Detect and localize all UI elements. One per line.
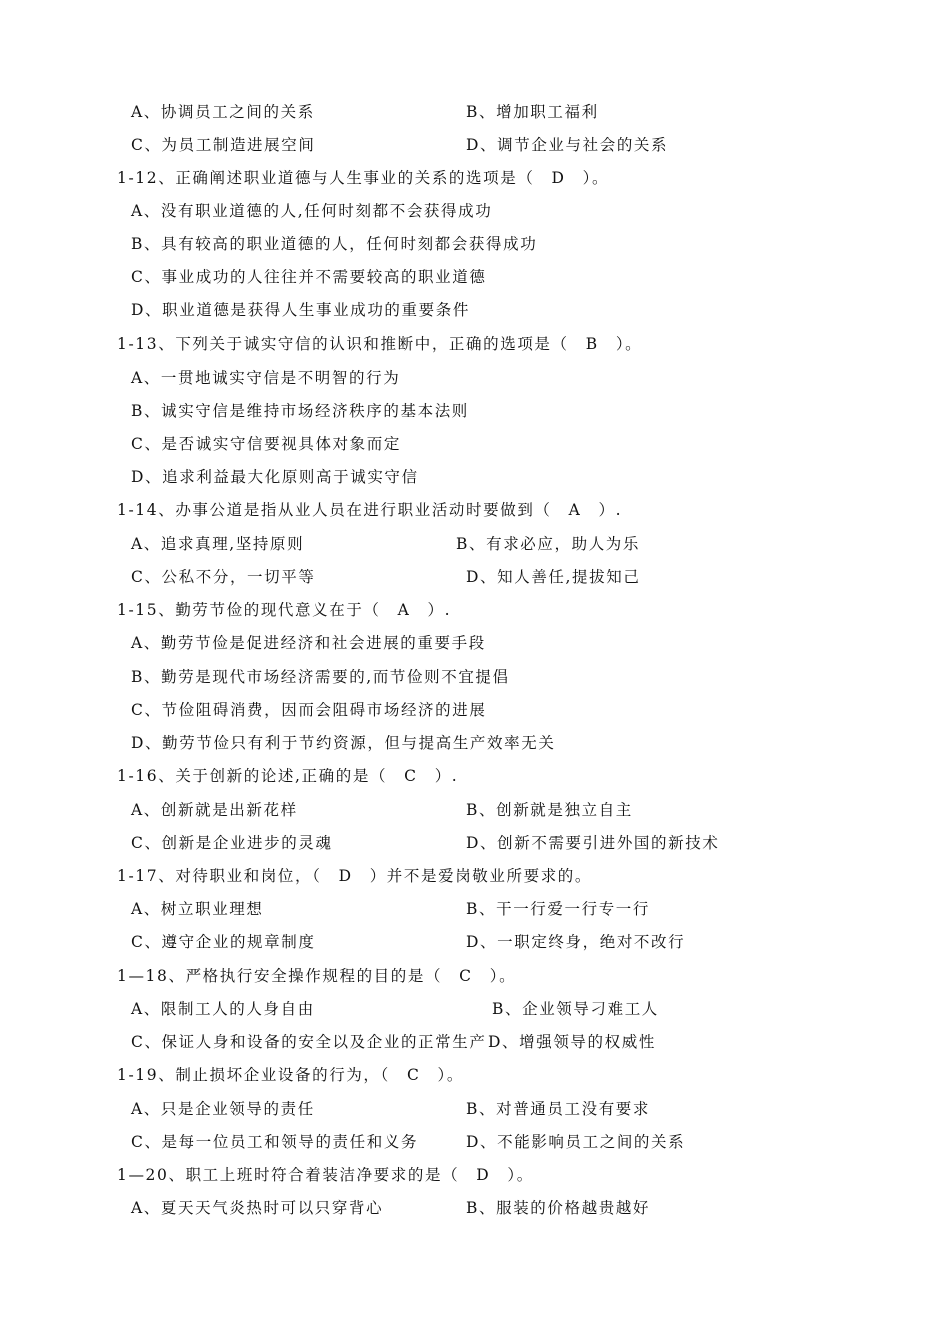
option-a: A、勤劳节俭是促进经济和社会进展的重要手段 — [131, 634, 486, 652]
option-d: D、创新不需要引进外国的新技术 — [466, 834, 720, 852]
option-c: C、创新是企业进步的灵魂 — [131, 834, 333, 852]
option-d: D、追求利益最大化原则高于诚实守信 — [131, 468, 419, 486]
option-c: C、是每一位员工和领导的责任和义务 — [131, 1133, 419, 1151]
question-1-15: 1-15、勤劳节俭的现代意义在于（ A ）. — [117, 601, 452, 619]
option-c: C、节俭阻碍消费，因而会阻碍市场经济的进展 — [131, 701, 487, 719]
option-d: D、知人善任,提拔知己 — [466, 568, 641, 586]
option-b: B、诚实守信是维持市场经济秩序的基本法则 — [131, 402, 469, 420]
option-a: A、协调员工之间的关系 — [131, 103, 315, 121]
option-b: B、服装的价格越贵越好 — [466, 1199, 650, 1217]
option-a: A、树立职业理想 — [131, 900, 264, 918]
option-d: D、增强领导的权威性 — [488, 1033, 656, 1051]
option-b: B、创新就是独立自主 — [466, 801, 633, 819]
option-d: D、调节企业与社会的关系 — [466, 136, 669, 154]
option-d: D、不能影响员工之间的关系 — [466, 1133, 686, 1151]
question-1-14: 1-14、办事公道是指从业人员在进行职业活动时要做到（ A ）. — [117, 501, 623, 519]
option-a: A、创新就是出新花样 — [131, 801, 298, 819]
option-b: B、具有较高的职业道德的人，任何时刻都会获得成功 — [131, 235, 538, 253]
option-a: A、没有职业道德的人,任何时刻都不会获得成功 — [131, 202, 493, 220]
option-a: A、夏天天气炎热时可以只穿背心 — [131, 1199, 384, 1217]
option-a: A、只是企业领导的责任 — [131, 1100, 315, 1118]
option-b: B、有求必应，助人为乐 — [456, 535, 640, 553]
option-b: B、勤劳是现代市场经济需要的,而节俭则不宜提倡 — [131, 668, 510, 686]
option-c: C、是否诚实守信要视具体对象而定 — [131, 435, 401, 453]
question-1-13: 1-13、下列关于诚实守信的认识和推断中，正确的选项是（ B ）。 — [117, 335, 643, 353]
option-c: C、事业成功的人往往并不需要较高的职业道德 — [131, 268, 487, 286]
question-1-18: 1—18、严格执行安全操作规程的目的是（ C ）。 — [117, 967, 517, 985]
option-d: D、一职定终身，绝对不改行 — [466, 933, 686, 951]
option-a: A、一贯地诚实守信是不明智的行为 — [131, 369, 401, 387]
option-a: A、追求真理,坚持原则 — [131, 535, 305, 553]
option-c: C、遵守企业的规章制度 — [131, 933, 316, 951]
option-c: C、公私不分，一切平等 — [131, 568, 316, 586]
option-a: A、限制工人的人身自由 — [131, 1000, 315, 1018]
option-b: B、干一行爱一行专一行 — [466, 900, 650, 918]
option-b: B、对普通员工没有要求 — [466, 1100, 650, 1118]
option-c: C、保证人身和设备的安全以及企业的正常生产 — [131, 1033, 487, 1051]
option-b: B、增加职工福利 — [466, 103, 599, 121]
question-1-19: 1-19、制止损坏企业设备的行为，（ C ）。 — [117, 1066, 464, 1084]
question-1-20: 1—20、职工上班时符合着装洁净要求的是（ D ）。 — [117, 1166, 534, 1184]
option-c: C、为员工制造进展空间 — [131, 136, 316, 154]
question-1-12: 1-12、正确阐述职业道德与人生事业的关系的选项是（ D ）。 — [117, 169, 610, 187]
question-1-17: 1-17、对待职业和岗位，（ D ）并不是爱岗敬业所要求的。 — [117, 867, 593, 885]
option-d: D、职业道德是获得人生事业成功的重要条件 — [131, 301, 470, 319]
option-b: B、企业领导刁难工人 — [492, 1000, 659, 1018]
question-1-16: 1-16、关于创新的论述,正确的是（ C ）. — [117, 767, 459, 785]
option-d: D、勤劳节俭只有利于节约资源，但与提高生产效率无关 — [131, 734, 556, 752]
